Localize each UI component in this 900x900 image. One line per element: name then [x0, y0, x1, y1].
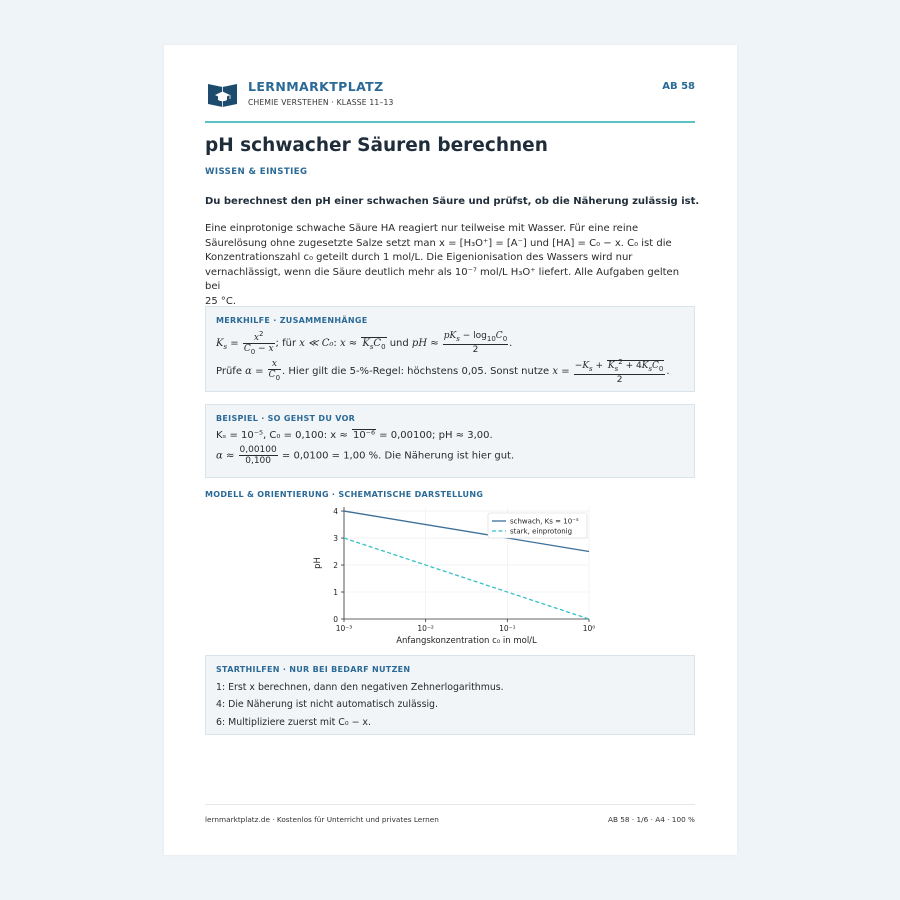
formula-text: Kₛ = 10⁻⁵, C₀ = 0,100: x ≈	[216, 430, 351, 441]
beispiel-label: BEISPIEL · SO GEHST DU VOR	[216, 414, 356, 423]
formula-text: = 0,00100; pH ≈ 3,00.	[375, 430, 493, 441]
y-tick-label: 4	[333, 506, 338, 516]
sheet-id: AB 58	[662, 81, 695, 92]
beispiel-box	[205, 404, 695, 478]
sqrt-expression: $K_sC_0$	[362, 337, 386, 351]
quadratic-fraction: $\frac{-K_s + K_s^2 + 4K_sC_0}{2}$	[574, 358, 664, 385]
formula-text: x ≪ C₀	[299, 337, 334, 349]
formula-text: :	[333, 337, 340, 349]
y-axis-label: pH	[313, 557, 323, 569]
worksheet-page	[164, 45, 737, 855]
beispiel-line-1	[216, 430, 493, 441]
ph-fraction: $\frac{pK_s - \log_{10}C_0}{2}$	[443, 331, 508, 355]
header-divider	[205, 121, 695, 123]
hint-item: 1: Erst x berechnen, dann den negativen Zehnerlogarithmus.	[216, 682, 504, 693]
lead-sentence: Du berechnest den pH einer schwachen Säure und prüfst, ob die Näherung zulässig ist.	[205, 196, 700, 207]
brand-subtitle: CHEMIE VERSTEHEN · KLASSE 11–13	[248, 98, 394, 107]
intro-line: Säurelösung ohne zugesetzte Salze setzt man x = [H₃O⁺] = [A⁻] und [HA] = C₀ − x. C₀ ist die	[205, 237, 672, 249]
book-mortarboard-logo-icon	[207, 81, 238, 107]
merkhilfe-formula-2: Prüfe α = $\frac{x}{C_0}$ . Hier gilt die 5-%-Regel: höchstens 0,05. Sonst nutze x = $\frac{-K_s + K_s^2 + 4K_sC_0}{2}$ .	[216, 358, 670, 385]
footer-divider	[205, 804, 695, 805]
legend-entry: schwach, Ks = 10⁻⁵	[510, 517, 579, 526]
formula-text: Prüfe	[216, 365, 246, 377]
x-tick-label: 10⁻²	[417, 624, 434, 633]
intro-line: 25 °C.	[205, 295, 237, 307]
intro-line: vernachlässigt, wenn die Säure deutlich mehr als 10⁻⁷ mol/L H₃O⁺ liefert. Alle Aufgaben gelten bei	[205, 266, 680, 292]
section-tag: WISSEN & EINSTIEG	[205, 167, 308, 177]
beispiel-line-2: α ≈ $\frac{0,00100}{0,100}$ = 0,0100 = 1,00 %. Die Näherung ist hier gut.	[216, 445, 515, 466]
intro-line: Eine einprotonige schwache Säure HA reagiert nur teilweise mit Wasser. Für eine reine	[205, 223, 639, 234]
formula-text: ; für	[275, 337, 300, 349]
footer-left: lernmarktplatz.de · Kostenlos für Unterricht und privates Lernen	[205, 815, 439, 824]
alpha-fraction: $\frac{x}{C_0}$	[268, 359, 281, 382]
x-tick-label: 10⁻³	[335, 624, 353, 633]
y-tick-label: 1	[333, 587, 338, 597]
intro-paragraph	[205, 222, 697, 309]
alpha-example-fraction: $\frac{0,00100}{0,100}$	[239, 445, 277, 466]
x-tick-label: 10⁻¹	[499, 624, 516, 633]
model-section-tag: MODELL & ORIENTIERUNG · SCHEMATISCHE DARSTELLUNG	[205, 490, 484, 499]
hint-item: 4: Die Näherung ist nicht automatisch zulässig.	[216, 699, 438, 710]
ph-concentration-chart	[304, 503, 604, 653]
intro-line: Konzentrationszahl c₀ geteilt durch 1 mol/L. Die Eigenionisation des Wassers wird nur	[205, 252, 633, 263]
brand-name: LERNMARKTPLATZ	[248, 79, 384, 94]
merkhilfe-formula-1: $K_s$ = $\frac{x^2}{C_0 - x}$ ; für x ≪ C₀: $x \approx K_sC_0$ und pH ≈ $\frac{pK_s - \log_{10}C_0}{2}$ .	[216, 330, 513, 356]
x-axis-label: Anfangskonzentration c₀ in mol/L	[396, 636, 537, 646]
hint-item: 6: Multipliziere zuerst mit C₀ − x.	[216, 717, 371, 728]
formula-text: = 0,0100 = 1,00 %. Die Näherung ist hier gut.	[278, 450, 515, 462]
y-tick-label: 2	[333, 560, 338, 570]
footer-right: AB 58 · 1/6 · A4 · 100 %	[607, 815, 695, 824]
formula-text: . Hier gilt die 5-%-Regel: höchstens 0,05. Sonst nutze	[282, 365, 553, 377]
merkhilfe-label: MERKHILFE · ZUSAMMENHÄNGE	[216, 316, 368, 325]
merkhilfe-box	[205, 306, 695, 392]
ks-fraction: $\frac{x^2}{C_0 - x}$	[243, 330, 274, 356]
legend-entry: stark, einprotonig	[510, 527, 573, 536]
starthilfen-box	[205, 655, 695, 735]
y-tick-label: 0	[333, 614, 338, 624]
series-line	[344, 538, 589, 619]
y-tick-label: 3	[333, 533, 338, 543]
x-tick-label: 10⁰	[582, 624, 596, 633]
page-title: pH schwacher Säuren berechnen	[205, 135, 548, 156]
starthilfen-label: STARTHILFEN · NUR BEI BEDARF NUTZEN	[216, 665, 411, 674]
sqrt-expression: 10⁻⁶	[352, 430, 375, 441]
formula-text: und	[386, 337, 412, 349]
